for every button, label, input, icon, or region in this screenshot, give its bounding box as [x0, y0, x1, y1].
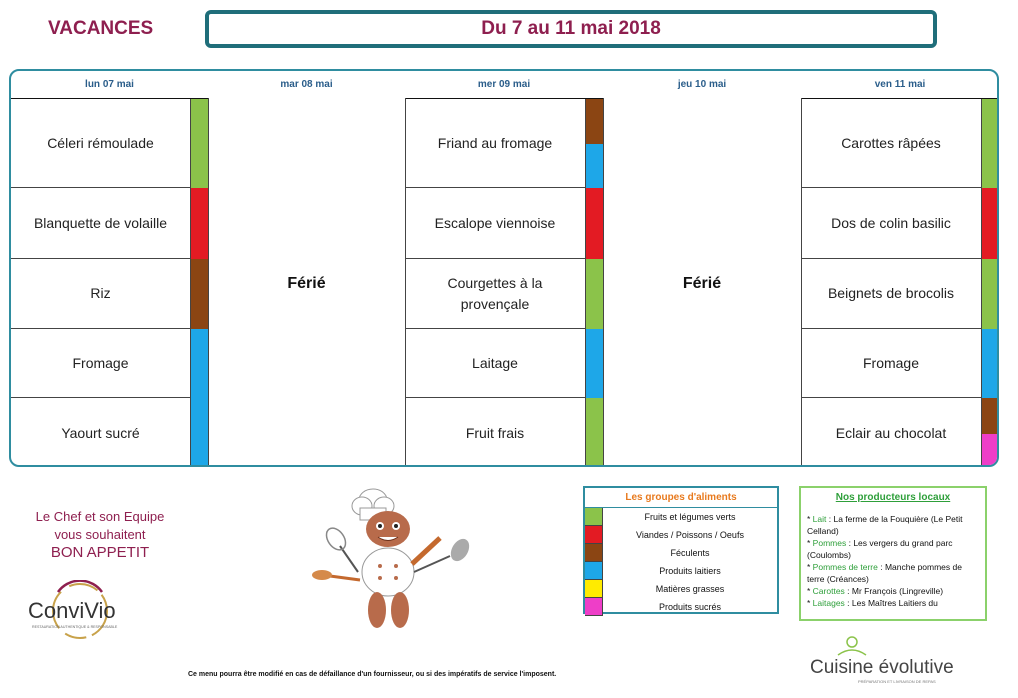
column-divider — [208, 98, 209, 467]
legend-label: Féculents — [670, 548, 710, 558]
producer-item: * Pommes : Les vergers du grand parc (Coulombs) — [807, 538, 953, 560]
producer-separator: : — [844, 598, 852, 608]
column-divider — [405, 98, 406, 467]
menu-item: Fruit frais — [405, 398, 585, 467]
legend-swatch — [585, 526, 603, 544]
food-group-color-bar — [190, 398, 208, 467]
legend-row — [585, 544, 777, 562]
producer-product: Carottes — [812, 586, 845, 596]
chef-head-icon — [366, 511, 410, 547]
convivio-tagline: RESTAURATION AUTHENTIQUE & RESPONSABLE — [32, 625, 118, 629]
day-header-3: jeu 10 mai — [677, 79, 727, 90]
food-group-color-bar — [585, 329, 603, 398]
ferie-label: Férié — [682, 274, 722, 292]
whisk-icon — [323, 525, 358, 572]
gingerbread-chef-illustration — [300, 484, 485, 634]
food-group-color-bar — [585, 144, 603, 189]
spatula-icon — [312, 570, 360, 580]
day-header-1: mar 08 mai — [280, 79, 333, 90]
producer-product: Lait — [812, 514, 827, 524]
producer-name: Les Maîtres Laitiers du — [851, 598, 938, 608]
column-divider — [801, 98, 802, 467]
day-column-2 — [405, 98, 603, 467]
producer-item: * Laitages : Les Maîtres Laitiers du — [807, 598, 938, 608]
producer-separator: : — [826, 514, 834, 524]
vacances-label: VACANCES — [48, 18, 154, 39]
legend-swatch — [585, 598, 603, 616]
legend-swatch — [585, 508, 603, 526]
chef-body-icon — [362, 548, 414, 596]
food-group-color-bar — [190, 99, 208, 188]
food-group-color-bar — [585, 398, 603, 467]
legend-row — [585, 562, 777, 580]
producer-product: Pommes — [812, 538, 847, 548]
chef-line-3: BON APPETIT — [50, 544, 150, 561]
menu-item: Escalope viennoise — [405, 188, 585, 259]
food-group-color-bar — [981, 259, 999, 329]
menu-item: Beignets de brocolis — [801, 259, 981, 329]
producers-title: Nos producteurs locaux — [835, 492, 951, 503]
legend-row — [585, 598, 777, 616]
menu-item: Carottes râpées — [801, 99, 981, 188]
food-group-color-bar — [981, 99, 999, 188]
ferie-label: Férié — [287, 274, 326, 292]
menu-item: Yaourt sucré — [11, 398, 190, 467]
legend-title: Les groupes d'aliments — [585, 488, 777, 508]
food-group-color-bar — [981, 398, 999, 434]
footer-note: Ce menu pourra être modifié en cas de défaillance d'un fournisseur, ou si des impératifs de service l'imposent. — [188, 671, 557, 678]
producer-separator: : — [846, 538, 854, 548]
producer-item: * Lait : La ferme de la Fouquière (Le Petit Celland) — [807, 514, 963, 536]
legend-label: Matières grasses — [655, 584, 725, 594]
legend-swatch — [585, 562, 603, 580]
day-header-0: lun 07 mai — [85, 79, 134, 90]
producer-item: * Pommes de terre : Manche pommes de terre (Créances) — [807, 562, 962, 584]
convivio-name: ConviVio — [28, 598, 116, 623]
cuisine-evolutive-logo — [808, 633, 968, 688]
week-title: Du 7 au 11 mai 2018 — [205, 10, 937, 48]
producer-name: Mr François (Lingreville) — [851, 586, 944, 596]
menu-item: Fromage — [11, 329, 190, 398]
weekly-menu-table — [9, 69, 999, 467]
legend-row — [585, 580, 777, 598]
cuisine-tagline: PRÉPARATION ET LIVRAISON DE REPAS — [858, 679, 936, 684]
day-column-4 — [801, 98, 999, 467]
food-group-color-bar — [190, 329, 208, 398]
food-group-color-bar — [981, 329, 999, 398]
food-group-color-bar — [981, 188, 999, 259]
legend-label: Produits sucrés — [658, 602, 722, 612]
menu-item: Riz — [11, 259, 190, 329]
chef-message — [20, 508, 180, 562]
food-group-color-bar — [585, 188, 603, 259]
legend-label: Fruits et légumes verts — [644, 512, 736, 522]
producer-name: Manche pommes de terre (Créances) — [807, 562, 962, 584]
cuisine-logo-circle-icon — [847, 637, 857, 647]
menu-item: Friand au fromage — [405, 99, 585, 188]
legend-label: Viandes / Poissons / Oeufs — [636, 530, 744, 540]
convivio-logo — [22, 580, 172, 650]
producer-name: Les vergers du grand parc (Coulombs) — [807, 538, 953, 560]
day-header-4: ven 11 mai — [874, 79, 926, 90]
menu-item: Courgettes à la provençale — [405, 259, 585, 329]
day-header-2: mer 09 mai — [477, 79, 531, 90]
local-producers-box — [799, 486, 987, 621]
column-divider — [603, 98, 604, 467]
legend-swatch — [585, 580, 603, 598]
producer-name: La ferme de la Fouquière (Le Petit Celland) — [807, 514, 963, 536]
cuisine-name: Cuisine évolutive — [810, 657, 954, 678]
day-column-0 — [11, 98, 208, 467]
producer-product: Pommes de terre — [812, 562, 878, 572]
producer-separator: : — [877, 562, 885, 572]
menu-item: Laitage — [405, 329, 585, 398]
food-group-color-bar — [585, 99, 603, 144]
food-group-color-bar — [190, 259, 208, 329]
chef-line-2: vous souhaitent — [54, 527, 146, 542]
legend-swatch — [585, 544, 603, 562]
legend-label: Produits laitiers — [659, 566, 721, 576]
producer-separator: : — [844, 586, 852, 596]
food-group-color-bar — [585, 259, 603, 329]
menu-item: Eclair au chocolat — [801, 398, 981, 467]
food-groups-legend — [583, 486, 779, 614]
menu-item: Blanquette de volaille — [11, 188, 190, 259]
food-group-color-bar — [190, 188, 208, 259]
producer-product: Laitages — [812, 598, 845, 608]
menu-item: Dos de colin basilic — [801, 188, 981, 259]
legend-row — [585, 526, 777, 544]
rolling-pin-icon — [412, 538, 440, 564]
menu-item: Fromage — [801, 329, 981, 398]
legend-row — [585, 508, 777, 526]
food-group-color-bar — [981, 434, 999, 467]
producer-item: * Carottes : Mr François (Lingreville) — [807, 586, 944, 596]
chef-line-1: Le Chef et son Equipe — [35, 509, 165, 524]
menu-item: Céleri rémoulade — [11, 99, 190, 188]
